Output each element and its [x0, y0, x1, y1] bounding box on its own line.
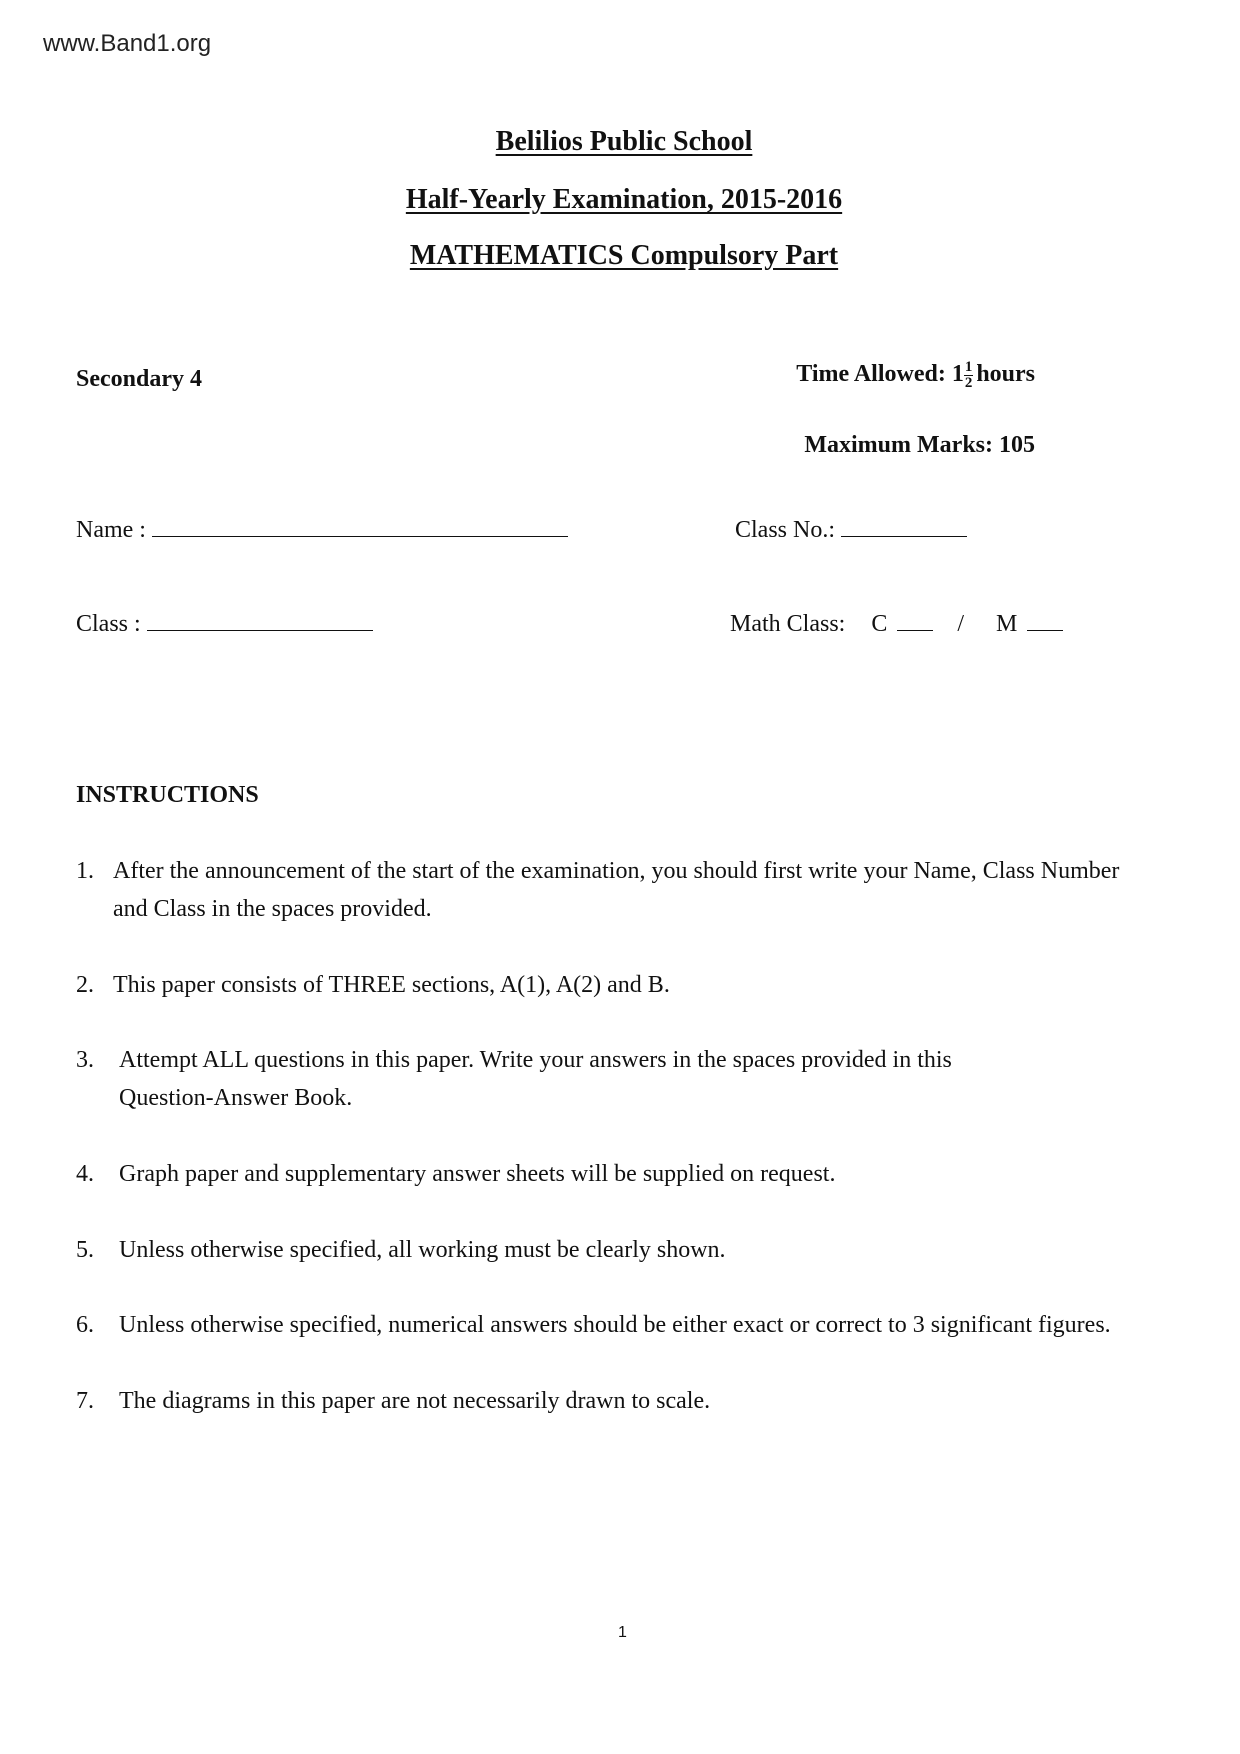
instruction-item: [76, 852, 1119, 928]
instruction-text: [113, 852, 1119, 928]
instruction-line: After the announcement of the start of the examination, you should first write your Name, Class Number: [113, 858, 1120, 884]
instruction-item: [76, 1041, 952, 1117]
math-class-label: Math Class:: [730, 611, 846, 637]
time-unit: hours: [976, 361, 1035, 388]
page-number: 1: [618, 1624, 627, 1641]
instruction-text: [119, 1041, 952, 1117]
instruction-number: 5.: [76, 1237, 94, 1263]
instruction-text: [119, 1231, 726, 1269]
instruction-line: Question-Answer Book.: [119, 1085, 353, 1111]
instructions-heading: INSTRUCTIONS: [76, 782, 259, 808]
time-allowed: [796, 360, 1035, 391]
class-no-label: Class No.:: [735, 517, 836, 543]
instruction-text: [113, 966, 670, 1004]
fraction-denominator: 2: [964, 375, 973, 391]
school-title: [0, 126, 1240, 158]
instruction-text: [119, 1306, 1111, 1344]
math-class-c: C: [871, 611, 888, 637]
math-class-m: M: [996, 611, 1018, 637]
instruction-line: and Class in the spaces provided.: [113, 896, 432, 922]
class-blank[interactable]: [147, 630, 373, 631]
exam-title: [0, 184, 1240, 216]
watermark: www.Band1.org: [43, 30, 212, 57]
subject-name: MATHEMATICS Compulsory Part: [409, 240, 839, 271]
instruction-number: 6.: [76, 1312, 94, 1338]
instruction-number: 3.: [76, 1047, 94, 1073]
name-label: Name :: [76, 517, 146, 543]
level-label: Secondary 4: [76, 366, 202, 392]
instruction-item: [76, 1155, 835, 1193]
class-no-field[interactable]: [735, 517, 967, 544]
time-whole: 1: [951, 361, 964, 388]
subject-title: [0, 240, 1240, 272]
instruction-number: 7.: [76, 1388, 94, 1414]
math-class-field[interactable]: [730, 611, 1063, 638]
instruction-number: 4.: [76, 1161, 94, 1187]
instruction-item: [76, 1231, 726, 1269]
instruction-number: 2.: [76, 972, 94, 998]
instruction-item: [76, 1382, 710, 1420]
slash: /: [957, 611, 965, 637]
name-blank[interactable]: [152, 536, 568, 537]
instruction-item: [76, 966, 670, 1004]
exam-name: Half-Yearly Examination, 2015-2016: [405, 184, 843, 215]
instruction-text: [119, 1382, 710, 1420]
math-m-blank[interactable]: [1027, 630, 1063, 631]
maximum-marks: Maximum Marks: 105: [804, 432, 1035, 458]
class-no-blank[interactable]: [841, 536, 967, 537]
instruction-line: Attempt ALL questions in this paper. Write your answers in the spaces provided in this: [119, 1047, 952, 1073]
instruction-line: Unless otherwise specified, all working must be clearly shown.: [119, 1237, 726, 1263]
instruction-line: This paper consists of THREE sections, A(1), A(2) and B.: [113, 972, 670, 998]
instruction-line: Unless otherwise specified, numerical answers should be either exact or correct to 3 significant figures.: [119, 1312, 1111, 1338]
fraction-numerator: 1: [964, 359, 973, 375]
school-name: Belilios Public School: [495, 126, 753, 157]
time-label: Time Allowed:: [796, 361, 946, 388]
class-field[interactable]: [76, 611, 373, 638]
instruction-line: Graph paper and supplementary answer sheets will be supplied on request.: [119, 1161, 836, 1187]
instruction-line: The diagrams in this paper are not necessarily drawn to scale.: [119, 1388, 711, 1414]
math-c-blank[interactable]: [897, 630, 933, 631]
time-fraction: [964, 360, 974, 391]
instruction-text: [119, 1155, 835, 1193]
instruction-item: [76, 1306, 1111, 1344]
name-field[interactable]: [76, 517, 568, 544]
instruction-number: 1.: [76, 858, 94, 884]
class-label: Class :: [76, 611, 141, 637]
